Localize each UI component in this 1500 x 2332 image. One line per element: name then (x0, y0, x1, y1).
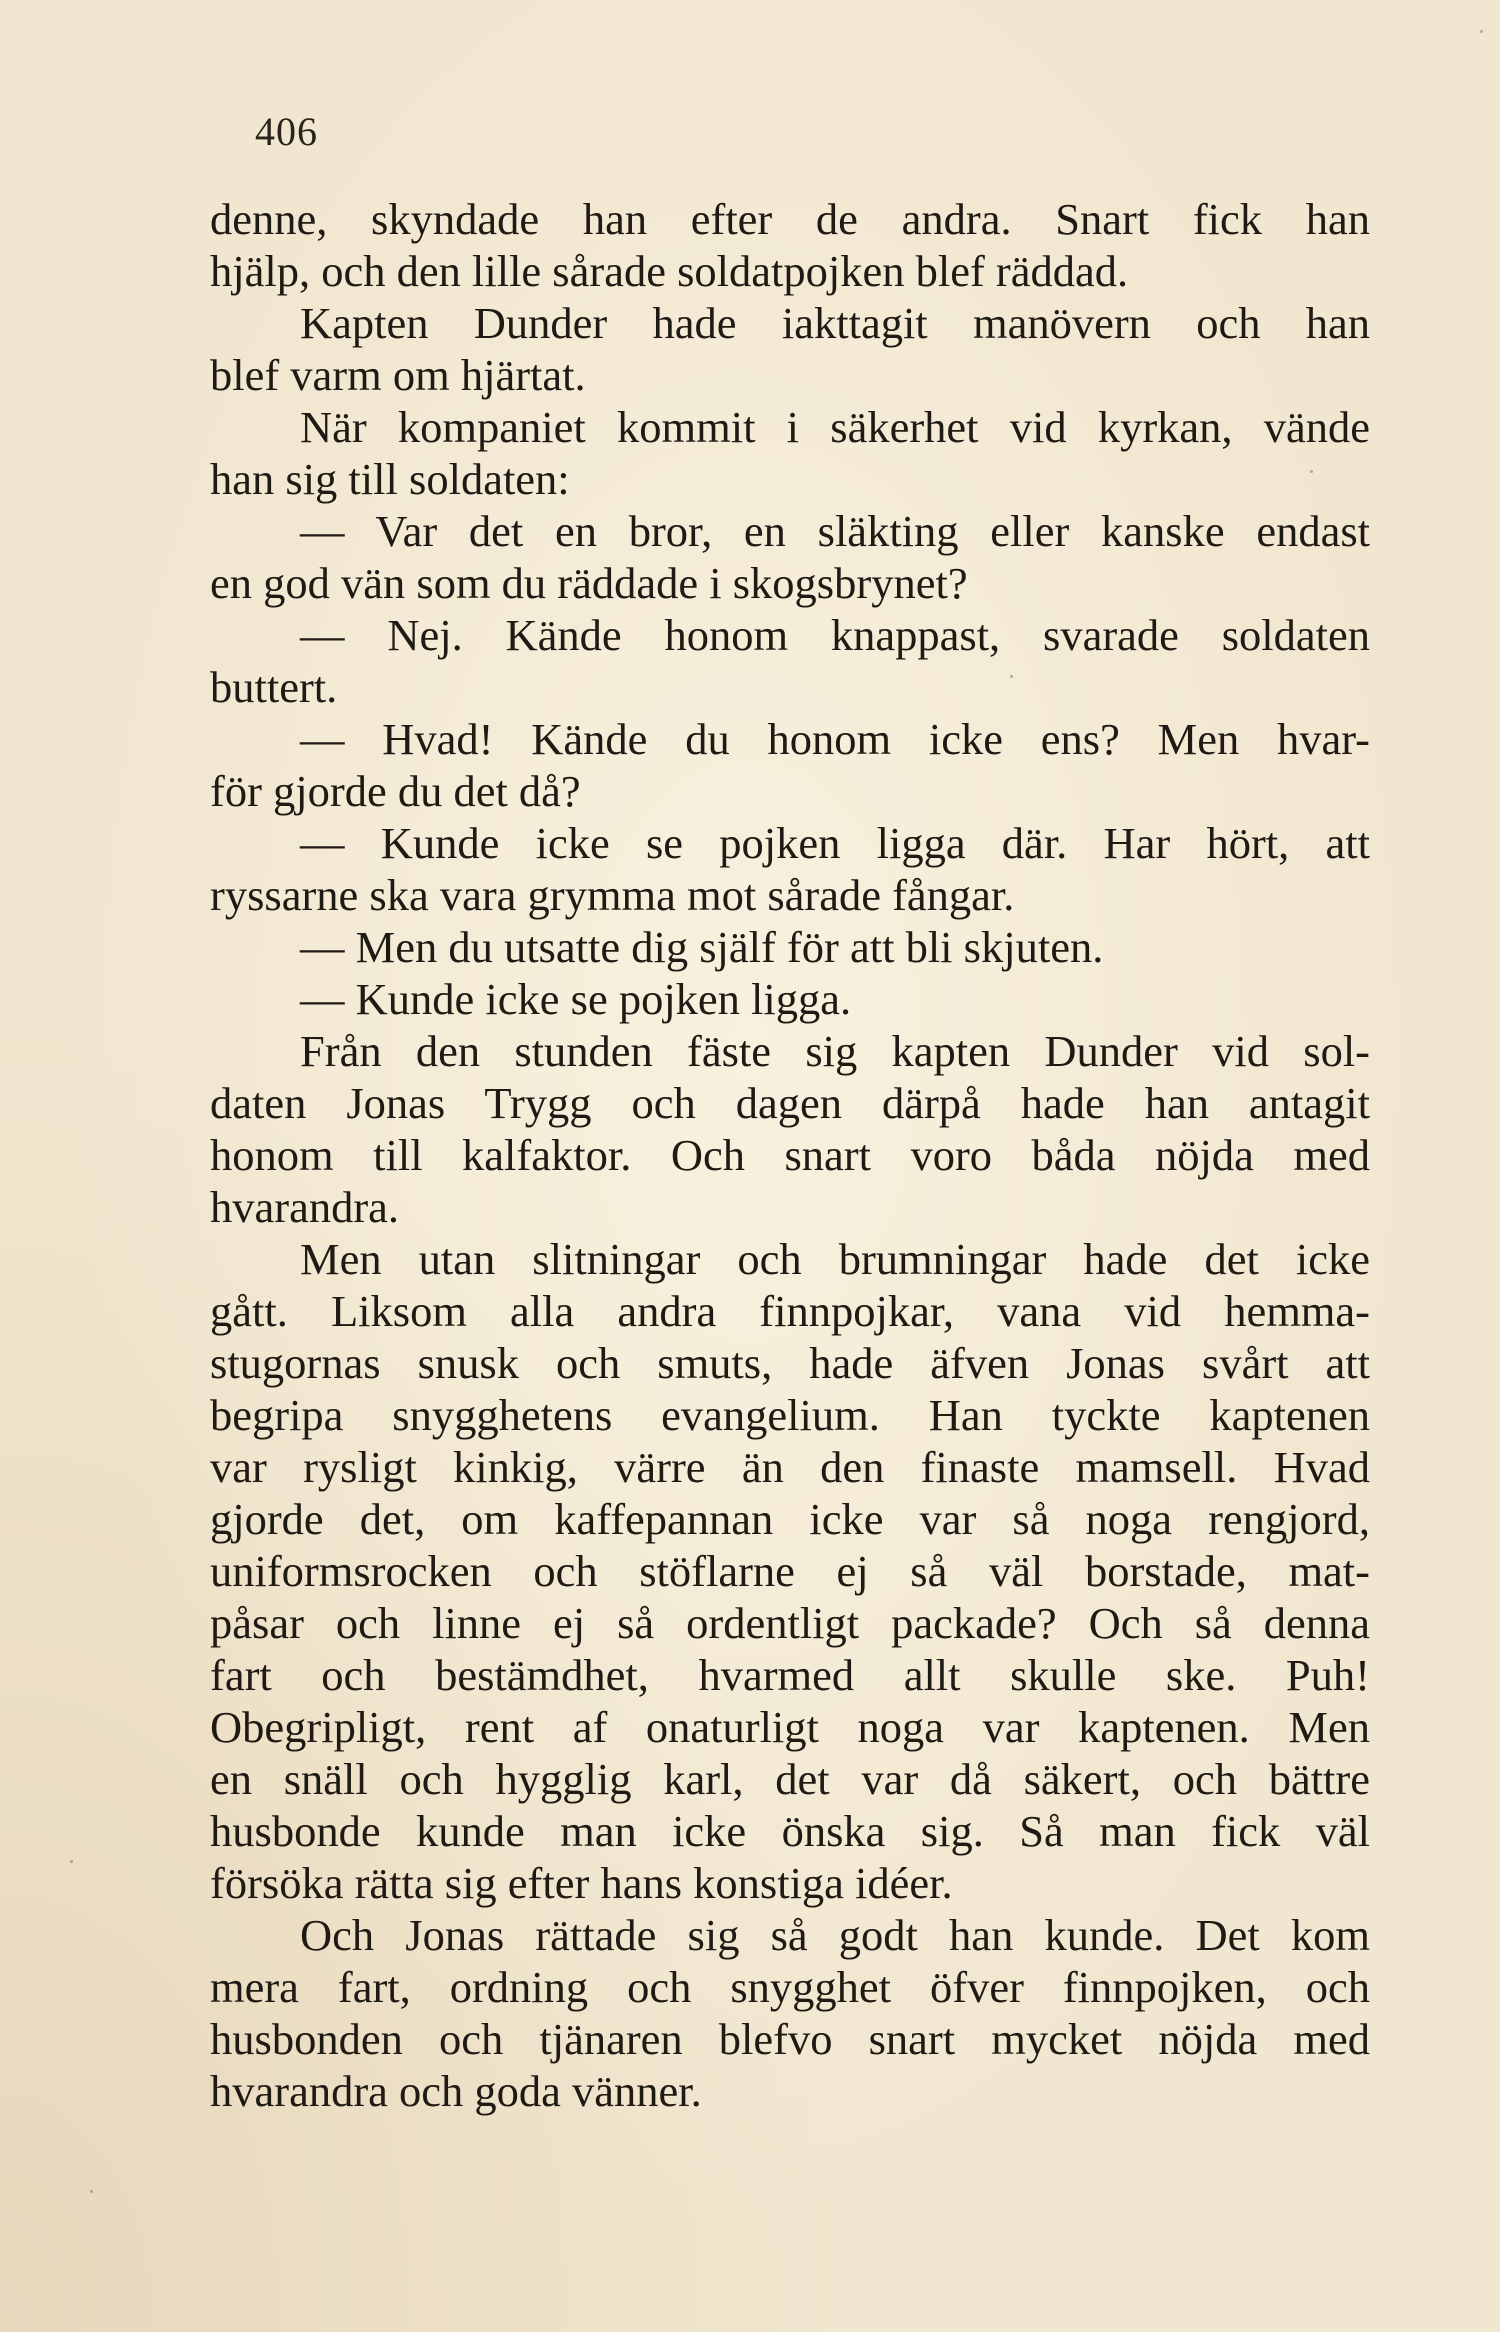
text-line: husbonden och tjänaren blefvo snart mycket nöjda med (210, 2014, 1370, 2064)
paper-speck (1010, 675, 1013, 678)
text-line: Från den stunden fäste sig kapten Dunder vid sol- (300, 1026, 1370, 1076)
text-line: — Nej. Kände honom knappast, svarade soldaten (300, 610, 1370, 660)
text-line: — Hvad! Kände du honom icke ens? Men hvar- (300, 714, 1370, 764)
text-line: — Men du utsatte dig själf för att bli skjuten. (300, 922, 1104, 972)
paper-speck (90, 2190, 93, 2193)
text-line: hvarandra och goda vänner. (210, 2066, 702, 2116)
paper-speck (70, 1860, 73, 1863)
text-line: försöka rätta sig efter hans konstiga idéer. (210, 1858, 953, 1908)
text-line: denne, skyndade han efter de andra. Snart fick han (210, 194, 1370, 244)
text-line: en god vän som du räddade i skogsbrynet? (210, 558, 968, 608)
text-line: för gjorde du det då? (210, 766, 581, 816)
text-line: Men utan slitningar och brumningar hade det icke (300, 1234, 1370, 1284)
text-line: buttert. (210, 662, 338, 712)
text-line: Och Jonas rättade sig så godt han kunde. Det kom (300, 1910, 1370, 1960)
text-line: honom till kalfaktor. Och snart voro båda nöjda med (210, 1130, 1370, 1180)
text-line: stugornas snusk och smuts, hade äfven Jonas svårt att (210, 1338, 1370, 1388)
text-line: — Kunde icke se pojken ligga där. Har hört, att (300, 818, 1370, 868)
text-line: — Kunde icke se pojken ligga. (300, 974, 852, 1024)
text-line: gjorde det, om kaffepannan icke var så noga rengjord, (210, 1494, 1370, 1544)
text-line: uniformsrocken och stöflarne ej så väl borstade, mat- (210, 1546, 1370, 1596)
text-line: påsar och linne ej så ordentligt packade? Och så denna (210, 1598, 1370, 1648)
text-line: fart och bestämdhet, hvarmed allt skulle ske. Puh! (210, 1650, 1370, 1700)
body-text (210, 193, 1370, 2117)
paper-speck (1310, 470, 1313, 473)
text-line: gått. Liksom alla andra finnpojkar, vana vid hemma- (210, 1286, 1370, 1336)
text-line: husbonde kunde man icke önska sig. Så man fick väl (210, 1806, 1370, 1856)
text-line: När kompaniet kommit i säkerhet vid kyrkan, vände (300, 402, 1370, 452)
text-line: var rysligt kinkig, värre än den finaste mamsell. Hvad (210, 1442, 1370, 1492)
paper-speck (1480, 30, 1483, 33)
text-line: Kapten Dunder hade iakttagit manövern och han (300, 298, 1370, 348)
text-line: begripa snygghetens evangelium. Han tyckte kaptenen (210, 1390, 1370, 1440)
text-line: han sig till soldaten: (210, 454, 570, 504)
text-line: Obegripligt, rent af onaturligt noga var kaptenen. Men (210, 1702, 1370, 1752)
text-line: daten Jonas Trygg och dagen därpå hade han antagit (210, 1078, 1370, 1128)
text-line: blef varm om hjärtat. (210, 350, 586, 400)
text-line: mera fart, ordning och snygghet öfver finnpojken, och (210, 1962, 1370, 2012)
text-line: hvarandra. (210, 1182, 400, 1232)
text-line: — Var det en bror, en släkting eller kanske endast (300, 506, 1370, 556)
page-number: 406 (255, 109, 318, 154)
text-line: ryssarne ska vara grymma mot sårade fångar. (210, 870, 1015, 920)
text-line: en snäll och hygglig karl, det var då säkert, och bättre (210, 1754, 1370, 1804)
text-line: hjälp, och den lille sårade soldatpojken blef räddad. (210, 246, 1129, 296)
